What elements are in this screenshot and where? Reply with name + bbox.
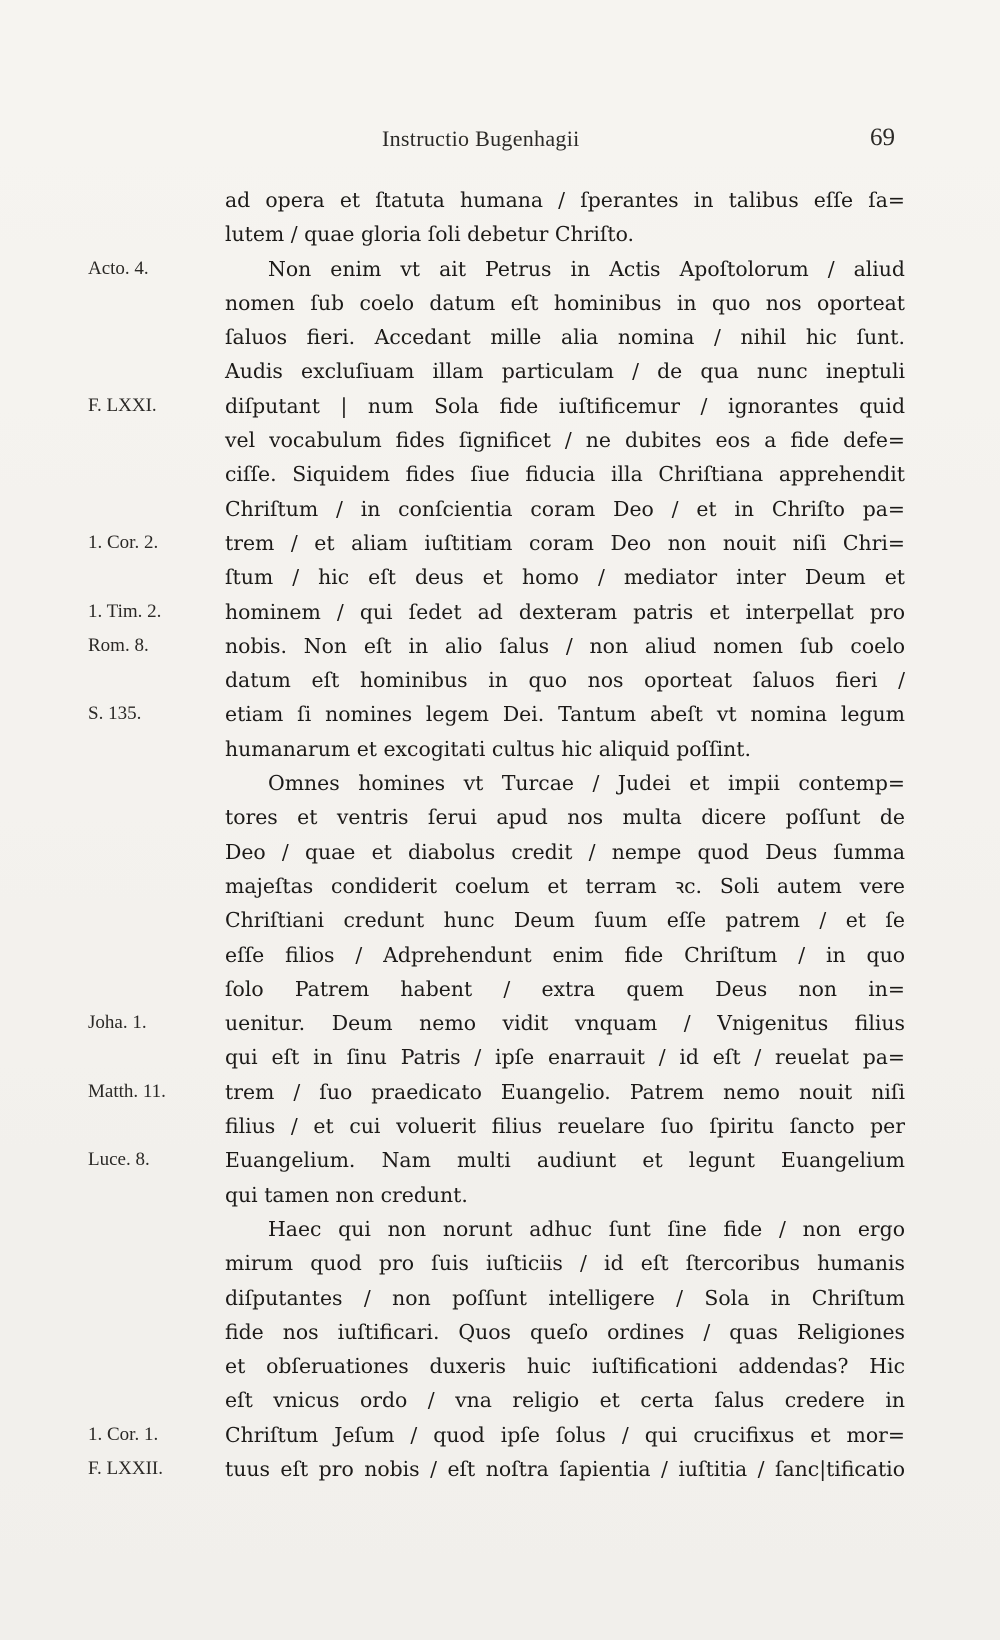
marginal-reference: Rom. 8.: [88, 634, 149, 656]
line-text: ſtum / hic eſt deus et homo / mediator inter Deum et: [225, 565, 905, 590]
line-text: ſaluos fieri. Accedant mille alia nomina / nihil hic ſunt.: [225, 325, 905, 350]
text-line: [0, 800, 1000, 834]
text-line: [0, 286, 1000, 320]
line-text: qui eſt in ſinu Patris / ipſe enarrauit / id eſt / reuelat pa=: [225, 1045, 905, 1070]
line-text: uenitur. Deum nemo vidit vnquam / Vnigenitus filius: [225, 1011, 905, 1036]
text-line: [0, 938, 1000, 972]
text-line: [0, 1315, 1000, 1349]
text-line: [0, 1006, 1000, 1040]
text-line: [0, 663, 1000, 697]
text-line: [0, 1418, 1000, 1452]
text-line: [0, 972, 1000, 1006]
line-text: Chriſtum Jeſum / quod ipſe ſolus / qui crucifixus et mor=: [225, 1422, 905, 1447]
text-line: [0, 1109, 1000, 1143]
text-line: [0, 835, 1000, 869]
text-line: [0, 1246, 1000, 1280]
marginal-reference: S. 135.: [88, 703, 142, 725]
line-text: ciſſe. Siquidem fides ſiue fiducia illa Chriſtiana apprehendit: [225, 462, 905, 487]
text-line: [0, 1075, 1000, 1109]
line-text: Chriſtiani credunt hunc Deum ſuum eſſe patrem / et ſe: [225, 908, 905, 933]
line-text: nobis. Non eſt in alio ſalus / non aliud nomen ſub coelo: [225, 633, 905, 658]
text-line: [0, 354, 1000, 388]
line-text: Euangelium. Nam multi audiunt et legunt Euangelium: [225, 1148, 905, 1173]
text-line: [0, 1281, 1000, 1315]
line-text: eſt vnicus ordo / vna religio et certa ſalus credere in: [225, 1388, 905, 1413]
line-text: nomen ſub coelo datum eſt hominibus in quo nos oporteat: [225, 290, 905, 315]
line-text: qui tamen non credunt.: [225, 1182, 468, 1207]
marginal-reference: Acto. 4.: [88, 257, 149, 279]
line-text: hominem / qui ſedet ad dexteram patris et interpellat pro: [225, 599, 905, 624]
marginal-reference: Joha. 1.: [88, 1012, 147, 1034]
line-text: Chriſtum / in conſcientia coram Deo / et in Chriſto pa=: [225, 496, 905, 521]
line-text: lutem / quae gloria ſoli debetur Chriſto.: [225, 222, 635, 247]
text-line: [0, 492, 1000, 526]
marginal-reference: Matth. 11.: [88, 1080, 166, 1102]
line-text: etiam ſi nomines legem Dei. Tantum abeſt vt nomina legum: [225, 702, 905, 727]
marginal-reference: 1. Cor. 1.: [88, 1423, 159, 1445]
line-text: et obſeruationes duxeris huic iuſtificationi addendas? Hic: [225, 1354, 905, 1379]
line-text: humanarum et excogitati cultus hic aliquid poſſint.: [225, 736, 751, 761]
text-line: [0, 629, 1000, 663]
text-line: [0, 1383, 1000, 1417]
text-line: [0, 766, 1000, 800]
text-line: [0, 183, 1000, 217]
line-text: vel vocabulum fides ſignificet / ne dubites eos a fide defe=: [225, 428, 905, 453]
line-text: majeſtas condiderit coelum et terram ꝛc. Soli autem vere: [225, 873, 905, 898]
text-line: [0, 869, 1000, 903]
text-line: [0, 526, 1000, 560]
line-text: ad opera et ſtatuta humana / ſperantes in talibus eſſe ſa=: [225, 188, 905, 212]
text-line: [0, 1212, 1000, 1246]
body-text: [0, 183, 1000, 1486]
text-line: [0, 389, 1000, 423]
line-text: datum eſt hominibus in quo nos oporteat ſaluos fieri /: [225, 668, 905, 693]
line-text: diſputant | num Sola fide iuſtificemur / ignorantes quid: [225, 393, 905, 418]
line-text: Non enim vt ait Petrus in Actis Apoſtolorum / aliud: [268, 256, 905, 281]
line-text: diſputantes / non poſſunt intelligere / Sola in Chriſtum: [225, 1285, 905, 1310]
page-number: 69: [870, 124, 895, 151]
marginal-reference: F. LXXII.: [88, 1457, 163, 1479]
text-line: [0, 1452, 1000, 1486]
line-text: Omnes homines vt Turcae / Judei et impii contemp=: [268, 771, 905, 796]
marginal-reference: 1. Cor. 2.: [88, 531, 159, 553]
line-text: trem / ſuo praedicato Euangelio. Patrem nemo nouit niſi: [225, 1079, 905, 1104]
running-title: Instructio Bugenhagii: [382, 126, 580, 151]
line-text: tores et ventris ſerui apud nos multa dicere poſſunt de: [225, 805, 905, 830]
text-line: [0, 423, 1000, 457]
line-text: mirum quod pro ſuis iuſticiis / id eſt ſtercoribus humanis: [225, 1251, 905, 1276]
text-line: [0, 595, 1000, 629]
text-line: [0, 560, 1000, 594]
marginal-reference: 1. Tim. 2.: [88, 600, 162, 622]
text-line: [0, 217, 1000, 251]
line-text: ſolo Patrem habent / extra quem Deus non in=: [225, 976, 905, 1001]
marginal-reference: Luce. 8.: [88, 1149, 150, 1171]
line-text: Deo / quae et diabolus credit / nempe quod Deus ſumma: [225, 839, 905, 864]
text-line: [0, 697, 1000, 731]
text-line: [0, 1143, 1000, 1177]
text-line: [0, 252, 1000, 286]
text-line: [0, 1349, 1000, 1383]
line-text: eſſe filios / Adprehendunt enim fide Chriſtum / in quo: [225, 942, 905, 967]
line-text: tuus eſt pro nobis / eſt noſtra ſapientia / iuſtitia / ſanc|tificatio: [225, 1456, 905, 1481]
marginal-reference: F. LXXI.: [88, 394, 157, 416]
text-line: [0, 903, 1000, 937]
line-text: filius / et cui voluerit filius reuelare ſuo ſpiritu ſancto per: [225, 1114, 905, 1139]
text-line: [0, 732, 1000, 766]
text-line: [0, 457, 1000, 491]
line-text: Audis excluſiuam illam particulam / de qua nunc ineptuli: [225, 359, 905, 384]
text-line: [0, 1178, 1000, 1212]
line-text: trem / et aliam iuſtitiam coram Deo non nouit niſi Chri=: [225, 530, 905, 555]
line-text: fide nos iuſtificari. Quos queſo ordines / quas Religiones: [225, 1319, 905, 1344]
text-line: [0, 320, 1000, 354]
text-line: [0, 1040, 1000, 1074]
line-text: Haec qui non norunt adhuc ſunt ſine fide / non ergo: [268, 1216, 905, 1241]
